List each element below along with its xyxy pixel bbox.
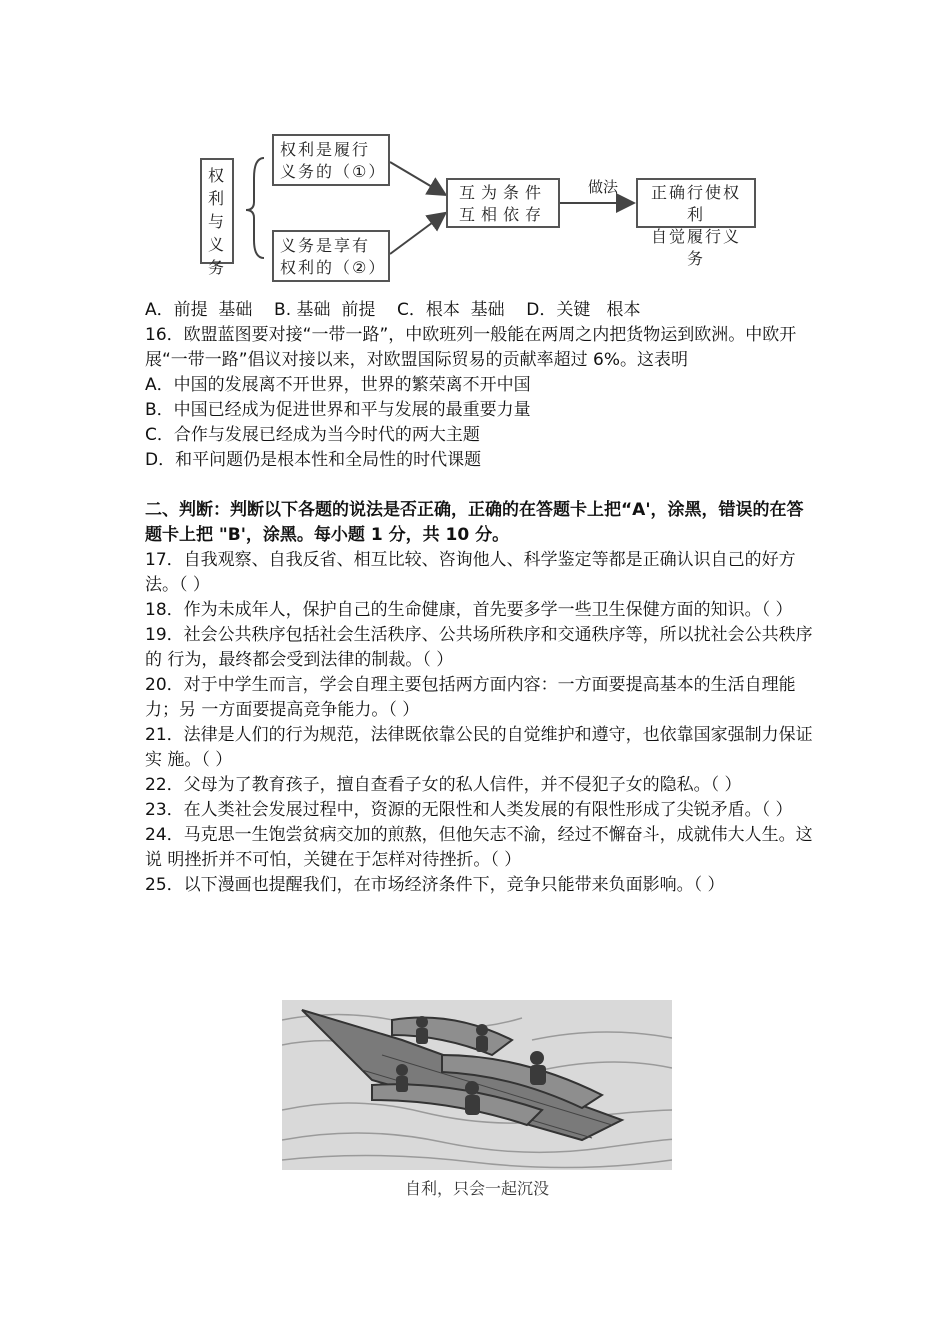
interdependence-box [446, 178, 560, 228]
comic-caption: 自利，只会一起沉没 [404, 1179, 549, 1198]
question-23: 23．在人类社会发展过程中，资源的无限性和人类发展的有限性形成了尖锐矛盾。（ ） [145, 800, 793, 820]
q16-option-c: C．合作与发展已经成为当今时代的两大主题 [145, 425, 480, 445]
question-20: 20．对于中学生而言，学会自理主要包括两方面内容：一方面要提高基本的生活自理能力；另 一方面要提高竞争能力。（ ） [145, 675, 796, 720]
question-25: 25．以下漫画也提醒我们，在市场经济条件下，竞争只能带来负面影响。（ ） [145, 875, 725, 895]
label-char: 利 [207, 189, 226, 208]
label-char: 务 [207, 258, 226, 277]
question-24: 24．马克思一生饱尝贫病交加的煎熬，但他矢志不渝，经过不懈奋斗，成就伟大人生。这说 明挫折并不可怕，关键在于怎样对待挫折。（ ） [145, 825, 813, 870]
box-line: 权利是履行 [280, 140, 371, 159]
q16-option-d: D．和平问题仍是根本性和全局性的时代课题 [145, 450, 482, 470]
box-line: 义务是享有 [280, 236, 371, 255]
box-line: 互相依存 [458, 205, 547, 224]
exam-text [145, 298, 815, 898]
comic-illustration [282, 1000, 672, 1170]
question-19: 19．社会公共秩序包括社会生活秩序、公共场所秩序和交通秩序等，所以扰社会公共秩序的 行为，最终都会受到法律的制裁。（ ） [145, 625, 813, 670]
box-line: 权利的（②） [280, 258, 387, 277]
question-22: 22．父母为了教育孩子，擅自查看子女的私人信件，并不侵犯子女的隐私。（ ） [145, 775, 742, 795]
box-line: 互为条件 [458, 183, 547, 202]
box-line: 自觉履行义务 [650, 227, 741, 268]
duties-basis-box [272, 230, 390, 282]
label-char: 权 [207, 166, 226, 185]
rights-premise-box [272, 134, 390, 186]
label-char: 与 [207, 212, 226, 231]
question-21: 21．法律是人们的行为规范，法律既依靠公民的自觉维护和遵守，也依靠国家强制力保证实 施。（ ） [145, 725, 813, 770]
q16-option-b: B．中国已经成为促进世界和平与发展的最重要力量 [145, 400, 531, 420]
arrow-label: 做法 [588, 178, 619, 196]
q16-option-a: A．中国的发展离不开世界，世界的繁荣离不开中国 [145, 375, 531, 395]
q16-stem: 16．欧盟蓝图要对接“一带一路”，中欧班列一般能在两周之内把货物运到欧洲。中欧开展“一带一路”倡议对接以来，对欧盟国际贸易的贡献率超过 6%。这表明 [145, 325, 797, 370]
box-line: 义务的（①） [280, 162, 387, 181]
box-line: 正确行使权利 [650, 183, 741, 224]
rights-duties-diagram [192, 128, 762, 288]
label-char: 义 [207, 235, 226, 254]
question-18: 18．作为未成年人，保护自己的生命健康，首先要多学一些卫生保健方面的知识。（ ） [145, 600, 793, 620]
q15-options: A．前提 基础 B. 基础 前提 C．根本 基础 D．关键 根本 [145, 300, 641, 320]
question-17: 17．自我观察、自我反省、相互比较、咨询他人、科学鉴定等都是正确认识自己的好方法。（ ） [145, 550, 796, 595]
practice-box [636, 178, 756, 268]
rights-and-duties-box [200, 158, 234, 277]
section-heading: 二、判断：判断以下各题的说法是否正确，正确的在答题卡上把“A'，涂黑，错误的在答题卡上把 "B'，涂黑。每小题 1 分，共 10 分。 [145, 500, 804, 545]
